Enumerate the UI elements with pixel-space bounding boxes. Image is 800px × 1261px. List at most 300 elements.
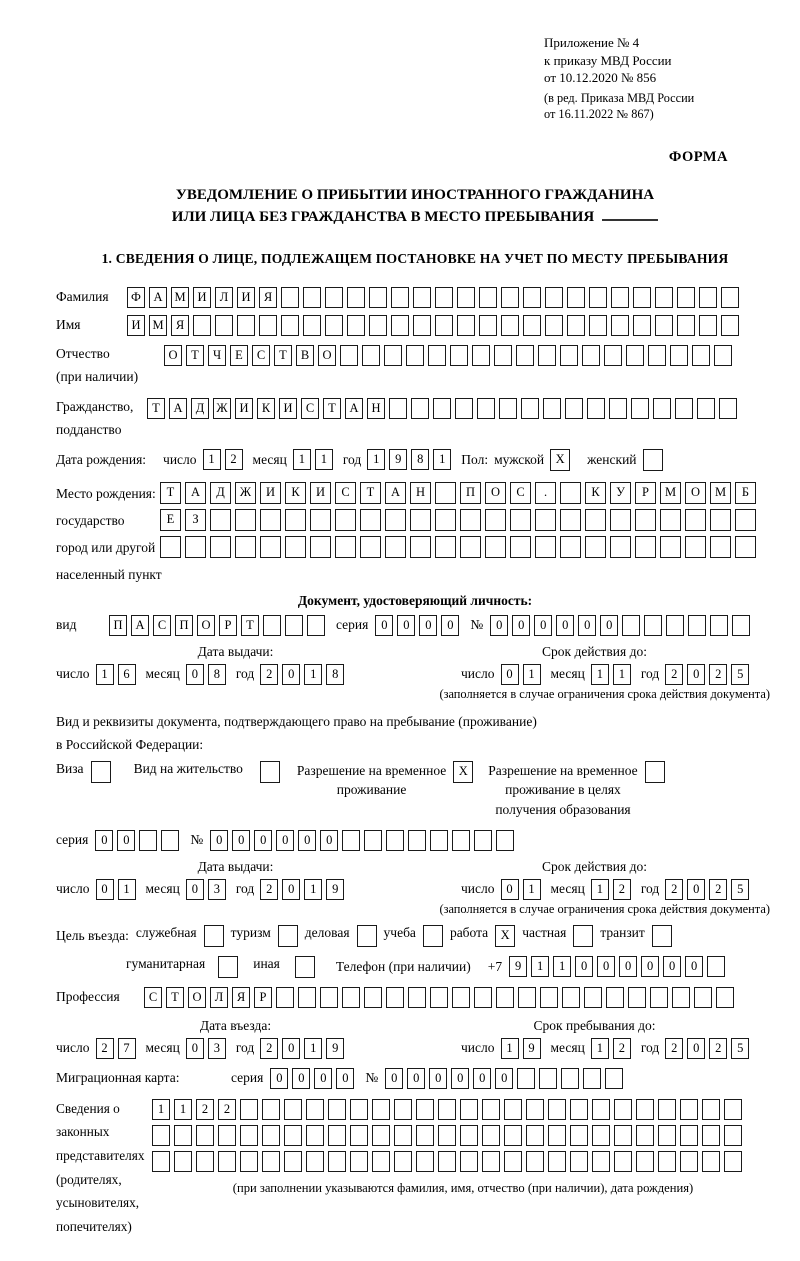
form-cell[interactable] [430, 987, 448, 1008]
form-cell[interactable] [281, 287, 299, 308]
form-cell[interactable]: 1 [304, 1038, 322, 1059]
form-cell[interactable]: Ф [127, 287, 145, 308]
form-cell[interactable]: 0 [429, 1068, 447, 1089]
form-cell[interactable]: 1 [523, 664, 541, 685]
form-cell[interactable]: Л [210, 987, 228, 1008]
form-cell[interactable] [406, 345, 424, 366]
form-cell[interactable]: 2 [96, 1038, 114, 1059]
form-cell[interactable] [485, 536, 506, 558]
form-cell[interactable]: 9 [326, 879, 344, 900]
form-cell[interactable]: Е [160, 509, 181, 531]
form-cell[interactable]: С [144, 987, 162, 1008]
form-cell[interactable]: Ж [235, 482, 256, 504]
form-cell[interactable] [210, 509, 231, 531]
form-cell[interactable] [658, 1151, 676, 1172]
form-cell[interactable] [735, 536, 756, 558]
form-cell[interactable] [369, 315, 387, 336]
form-cell[interactable] [628, 987, 646, 1008]
form-cell[interactable] [474, 830, 492, 851]
form-cell[interactable]: 5 [731, 664, 749, 685]
form-cell[interactable]: 0 [419, 615, 437, 636]
form-cell[interactable] [457, 287, 475, 308]
form-cell[interactable]: 0 [451, 1068, 469, 1089]
form-cell[interactable]: Т [166, 987, 184, 1008]
form-cell[interactable]: О [318, 345, 336, 366]
form-cell[interactable] [335, 536, 356, 558]
form-cell[interactable]: 0 [512, 615, 530, 636]
form-cell[interactable] [573, 925, 593, 947]
form-cell[interactable] [347, 315, 365, 336]
form-cell[interactable]: 0 [619, 956, 637, 977]
form-cell[interactable]: 5 [731, 879, 749, 900]
form-cell[interactable] [658, 1099, 676, 1120]
form-cell[interactable] [408, 830, 426, 851]
form-cell[interactable]: Т [160, 482, 181, 504]
form-cell[interactable]: Ч [208, 345, 226, 366]
form-cell[interactable] [504, 1151, 522, 1172]
form-cell[interactable] [306, 1125, 324, 1146]
form-cell[interactable] [237, 315, 255, 336]
form-cell[interactable] [460, 509, 481, 531]
form-cell[interactable]: Т [274, 345, 292, 366]
form-cell[interactable]: О [188, 987, 206, 1008]
form-cell[interactable] [526, 1125, 544, 1146]
form-cell[interactable] [435, 315, 453, 336]
form-cell[interactable] [614, 1151, 632, 1172]
form-cell[interactable]: Р [635, 482, 656, 504]
form-cell[interactable] [325, 315, 343, 336]
form-cell[interactable] [342, 830, 360, 851]
form-cell[interactable] [633, 315, 651, 336]
form-cell[interactable] [652, 925, 672, 947]
form-cell[interactable]: С [510, 482, 531, 504]
form-cell[interactable] [677, 315, 695, 336]
form-cell[interactable] [460, 1125, 478, 1146]
form-cell[interactable] [306, 1099, 324, 1120]
form-cell[interactable]: Н [410, 482, 431, 504]
form-cell[interactable] [298, 987, 316, 1008]
form-cell[interactable] [702, 1125, 720, 1146]
form-cell[interactable]: X [453, 761, 473, 783]
form-cell[interactable]: 0 [501, 879, 519, 900]
form-cell[interactable]: Р [219, 615, 237, 636]
form-cell[interactable] [614, 1099, 632, 1120]
form-cell[interactable] [504, 1099, 522, 1120]
form-cell[interactable] [460, 1151, 478, 1172]
form-cell[interactable] [721, 287, 739, 308]
form-cell[interactable]: 1 [591, 1038, 609, 1059]
form-cell[interactable] [635, 509, 656, 531]
form-cell[interactable] [410, 509, 431, 531]
form-cell[interactable]: 2 [709, 879, 727, 900]
form-cell[interactable]: 1 [293, 449, 311, 470]
form-cell[interactable] [394, 1099, 412, 1120]
form-cell[interactable] [521, 398, 539, 419]
form-cell[interactable]: 1 [304, 664, 322, 685]
form-cell[interactable] [688, 615, 706, 636]
form-cell[interactable]: 0 [186, 1038, 204, 1059]
form-cell[interactable] [560, 482, 581, 504]
form-cell[interactable]: 0 [663, 956, 681, 977]
form-cell[interactable] [644, 615, 662, 636]
form-cell[interactable] [592, 1151, 610, 1172]
form-cell[interactable] [675, 398, 693, 419]
form-cell[interactable] [413, 287, 431, 308]
form-cell[interactable] [423, 925, 443, 947]
form-cell[interactable]: В [296, 345, 314, 366]
form-cell[interactable] [710, 615, 728, 636]
form-cell[interactable]: 8 [326, 664, 344, 685]
form-cell[interactable] [416, 1125, 434, 1146]
form-cell[interactable] [360, 536, 381, 558]
form-cell[interactable] [724, 1125, 742, 1146]
form-cell[interactable]: 2 [260, 1038, 278, 1059]
form-cell[interactable] [460, 536, 481, 558]
form-cell[interactable]: 1 [523, 879, 541, 900]
form-cell[interactable] [284, 1125, 302, 1146]
form-cell[interactable] [193, 315, 211, 336]
form-cell[interactable] [635, 536, 656, 558]
form-cell[interactable] [152, 1151, 170, 1172]
form-cell[interactable]: 1 [203, 449, 221, 470]
form-cell[interactable] [677, 287, 695, 308]
form-cell[interactable] [592, 1099, 610, 1120]
form-cell[interactable]: Т [360, 482, 381, 504]
form-cell[interactable] [284, 1099, 302, 1120]
form-cell[interactable] [416, 1151, 434, 1172]
form-cell[interactable] [369, 287, 387, 308]
form-cell[interactable]: Т [323, 398, 341, 419]
form-cell[interactable]: 0 [556, 615, 574, 636]
form-cell[interactable]: И [260, 482, 281, 504]
form-cell[interactable]: 2 [196, 1099, 214, 1120]
form-cell[interactable]: 1 [531, 956, 549, 977]
form-cell[interactable] [494, 345, 512, 366]
form-cell[interactable] [416, 1099, 434, 1120]
form-cell[interactable]: 0 [282, 879, 300, 900]
form-cell[interactable] [735, 509, 756, 531]
form-cell[interactable]: 0 [186, 664, 204, 685]
form-cell[interactable] [499, 398, 517, 419]
form-cell[interactable] [413, 315, 431, 336]
form-cell[interactable] [285, 536, 306, 558]
form-cell[interactable] [680, 1151, 698, 1172]
form-cell[interactable]: О [197, 615, 215, 636]
form-cell[interactable] [539, 1068, 557, 1089]
form-cell[interactable] [655, 287, 673, 308]
form-cell[interactable] [482, 1151, 500, 1172]
form-cell[interactable]: Л [215, 287, 233, 308]
form-cell[interactable] [592, 1125, 610, 1146]
form-cell[interactable] [570, 1151, 588, 1172]
form-cell[interactable]: А [131, 615, 149, 636]
form-cell[interactable] [604, 345, 622, 366]
form-cell[interactable] [610, 536, 631, 558]
form-cell[interactable] [585, 509, 606, 531]
form-cell[interactable] [386, 830, 404, 851]
form-cell[interactable]: 0 [575, 956, 593, 977]
form-cell[interactable] [485, 509, 506, 531]
form-cell[interactable] [650, 987, 668, 1008]
form-cell[interactable]: 2 [665, 664, 683, 685]
form-cell[interactable] [435, 536, 456, 558]
form-cell[interactable] [284, 1151, 302, 1172]
form-cell[interactable]: С [252, 345, 270, 366]
form-cell[interactable] [240, 1099, 258, 1120]
form-cell[interactable] [386, 987, 404, 1008]
form-cell[interactable]: Т [241, 615, 259, 636]
form-cell[interactable]: 1 [501, 1038, 519, 1059]
form-cell[interactable]: 0 [397, 615, 415, 636]
form-cell[interactable] [517, 1068, 535, 1089]
form-cell[interactable]: Д [191, 398, 209, 419]
form-cell[interactable] [196, 1125, 214, 1146]
form-cell[interactable] [523, 315, 541, 336]
form-cell[interactable]: 0 [298, 830, 316, 851]
form-cell[interactable] [389, 398, 407, 419]
form-cell[interactable] [670, 345, 688, 366]
form-cell[interactable] [364, 987, 382, 1008]
form-cell[interactable] [450, 345, 468, 366]
form-cell[interactable] [565, 398, 583, 419]
form-cell[interactable] [350, 1125, 368, 1146]
form-cell[interactable]: С [153, 615, 171, 636]
form-cell[interactable] [523, 287, 541, 308]
form-cell[interactable] [526, 1151, 544, 1172]
form-cell[interactable] [631, 398, 649, 419]
form-cell[interactable]: С [335, 482, 356, 504]
form-cell[interactable] [645, 761, 665, 783]
form-cell[interactable]: И [127, 315, 145, 336]
form-cell[interactable] [636, 1099, 654, 1120]
form-cell[interactable]: 2 [665, 1038, 683, 1059]
form-cell[interactable]: А [385, 482, 406, 504]
form-cell[interactable] [702, 1099, 720, 1120]
form-cell[interactable]: 9 [509, 956, 527, 977]
form-cell[interactable] [716, 987, 734, 1008]
form-cell[interactable] [328, 1125, 346, 1146]
form-cell[interactable]: А [345, 398, 363, 419]
form-cell[interactable] [303, 287, 321, 308]
form-cell[interactable] [633, 287, 651, 308]
form-cell[interactable] [699, 287, 717, 308]
form-cell[interactable] [535, 536, 556, 558]
form-cell[interactable] [385, 509, 406, 531]
form-cell[interactable] [452, 830, 470, 851]
form-cell[interactable]: 0 [276, 830, 294, 851]
form-cell[interactable] [160, 536, 181, 558]
form-cell[interactable] [680, 1125, 698, 1146]
form-cell[interactable] [501, 287, 519, 308]
form-cell[interactable]: 1 [118, 879, 136, 900]
form-cell[interactable]: 1 [315, 449, 333, 470]
form-cell[interactable] [504, 1125, 522, 1146]
form-cell[interactable]: А [149, 287, 167, 308]
form-cell[interactable]: 0 [501, 664, 519, 685]
form-cell[interactable]: И [235, 398, 253, 419]
form-cell[interactable] [360, 509, 381, 531]
form-cell[interactable] [196, 1151, 214, 1172]
form-cell[interactable]: Т [186, 345, 204, 366]
form-cell[interactable] [174, 1125, 192, 1146]
form-cell[interactable] [372, 1151, 390, 1172]
form-cell[interactable] [518, 987, 536, 1008]
form-cell[interactable] [262, 1099, 280, 1120]
form-cell[interactable] [235, 536, 256, 558]
form-cell[interactable]: И [279, 398, 297, 419]
form-cell[interactable] [347, 287, 365, 308]
form-cell[interactable] [384, 345, 402, 366]
form-cell[interactable]: 0 [320, 830, 338, 851]
form-cell[interactable]: 0 [282, 1038, 300, 1059]
form-cell[interactable] [430, 830, 448, 851]
form-cell[interactable]: Е [230, 345, 248, 366]
form-cell[interactable] [161, 830, 179, 851]
form-cell[interactable] [560, 536, 581, 558]
form-cell[interactable]: 0 [641, 956, 659, 977]
form-cell[interactable] [587, 398, 605, 419]
form-cell[interactable]: Р [254, 987, 272, 1008]
form-cell[interactable] [394, 1125, 412, 1146]
form-cell[interactable] [410, 536, 431, 558]
form-cell[interactable]: О [164, 345, 182, 366]
form-cell[interactable] [391, 315, 409, 336]
form-cell[interactable] [452, 987, 470, 1008]
form-cell[interactable] [310, 509, 331, 531]
form-cell[interactable]: X [550, 449, 570, 471]
form-cell[interactable]: 1 [96, 664, 114, 685]
form-cell[interactable]: С [301, 398, 319, 419]
form-cell[interactable]: 0 [186, 879, 204, 900]
form-cell[interactable] [372, 1099, 390, 1120]
form-cell[interactable]: 5 [731, 1038, 749, 1059]
form-cell[interactable]: М [710, 482, 731, 504]
form-cell[interactable]: 2 [225, 449, 243, 470]
form-cell[interactable] [538, 345, 556, 366]
form-cell[interactable] [260, 536, 281, 558]
form-cell[interactable]: X [495, 925, 515, 947]
form-cell[interactable] [699, 315, 717, 336]
form-cell[interactable] [411, 398, 429, 419]
form-cell[interactable]: 1 [433, 449, 451, 470]
form-cell[interactable]: 0 [282, 664, 300, 685]
form-cell[interactable] [433, 398, 451, 419]
form-cell[interactable] [567, 315, 585, 336]
form-cell[interactable]: 2 [613, 1038, 631, 1059]
form-cell[interactable]: Д [210, 482, 231, 504]
form-cell[interactable]: 0 [407, 1068, 425, 1089]
form-cell[interactable]: 0 [687, 664, 705, 685]
form-cell[interactable]: 9 [523, 1038, 541, 1059]
form-cell[interactable] [218, 956, 238, 978]
form-cell[interactable] [516, 345, 534, 366]
form-cell[interactable] [540, 987, 558, 1008]
form-cell[interactable]: 1 [152, 1099, 170, 1120]
form-cell[interactable] [561, 1068, 579, 1089]
form-cell[interactable] [710, 536, 731, 558]
form-cell[interactable] [501, 315, 519, 336]
form-cell[interactable] [482, 1125, 500, 1146]
form-cell[interactable] [560, 509, 581, 531]
form-cell[interactable] [435, 482, 456, 504]
form-cell[interactable] [285, 615, 303, 636]
form-cell[interactable] [543, 398, 561, 419]
form-cell[interactable]: 2 [260, 879, 278, 900]
form-cell[interactable]: 0 [210, 830, 228, 851]
form-cell[interactable] [660, 509, 681, 531]
form-cell[interactable] [721, 315, 739, 336]
form-cell[interactable]: 0 [314, 1068, 332, 1089]
form-cell[interactable] [455, 398, 473, 419]
form-cell[interactable]: 0 [270, 1068, 288, 1089]
form-cell[interactable]: А [169, 398, 187, 419]
form-cell[interactable] [472, 345, 490, 366]
form-cell[interactable] [394, 1151, 412, 1172]
form-cell[interactable] [263, 615, 281, 636]
form-cell[interactable] [606, 987, 624, 1008]
form-cell[interactable]: Я [171, 315, 189, 336]
form-cell[interactable]: Б [735, 482, 756, 504]
form-cell[interactable] [605, 1068, 623, 1089]
form-cell[interactable] [660, 536, 681, 558]
form-cell[interactable]: 0 [385, 1068, 403, 1089]
form-cell[interactable] [262, 1125, 280, 1146]
form-cell[interactable] [295, 956, 315, 978]
form-cell[interactable] [350, 1099, 368, 1120]
form-cell[interactable]: 0 [441, 615, 459, 636]
form-cell[interactable] [438, 1099, 456, 1120]
form-cell[interactable] [240, 1151, 258, 1172]
form-cell[interactable] [215, 315, 233, 336]
form-cell[interactable] [584, 987, 602, 1008]
form-cell[interactable] [306, 1151, 324, 1172]
form-cell[interactable] [685, 536, 706, 558]
form-cell[interactable] [622, 615, 640, 636]
form-cell[interactable] [680, 1099, 698, 1120]
form-cell[interactable] [340, 345, 358, 366]
form-cell[interactable] [260, 509, 281, 531]
form-cell[interactable]: 2 [709, 1038, 727, 1059]
form-cell[interactable] [545, 287, 563, 308]
form-cell[interactable] [702, 1151, 720, 1172]
form-cell[interactable]: 0 [336, 1068, 354, 1089]
form-cell[interactable]: 2 [709, 664, 727, 685]
form-cell[interactable] [582, 345, 600, 366]
form-cell[interactable]: З [185, 509, 206, 531]
form-cell[interactable] [310, 536, 331, 558]
form-cell[interactable]: Я [232, 987, 250, 1008]
form-cell[interactable]: 3 [208, 879, 226, 900]
form-cell[interactable]: 2 [613, 879, 631, 900]
form-cell[interactable]: И [237, 287, 255, 308]
form-cell[interactable] [510, 509, 531, 531]
form-cell[interactable] [320, 987, 338, 1008]
form-cell[interactable] [609, 398, 627, 419]
form-cell[interactable] [570, 1125, 588, 1146]
form-cell[interactable] [526, 1099, 544, 1120]
form-cell[interactable] [636, 1125, 654, 1146]
form-cell[interactable] [174, 1151, 192, 1172]
form-cell[interactable] [589, 315, 607, 336]
form-cell[interactable] [707, 956, 725, 977]
form-cell[interactable] [479, 287, 497, 308]
form-cell[interactable]: 8 [411, 449, 429, 470]
form-cell[interactable] [666, 615, 684, 636]
form-cell[interactable] [614, 1125, 632, 1146]
form-cell[interactable] [685, 509, 706, 531]
form-cell[interactable] [692, 345, 710, 366]
form-cell[interactable]: 9 [389, 449, 407, 470]
